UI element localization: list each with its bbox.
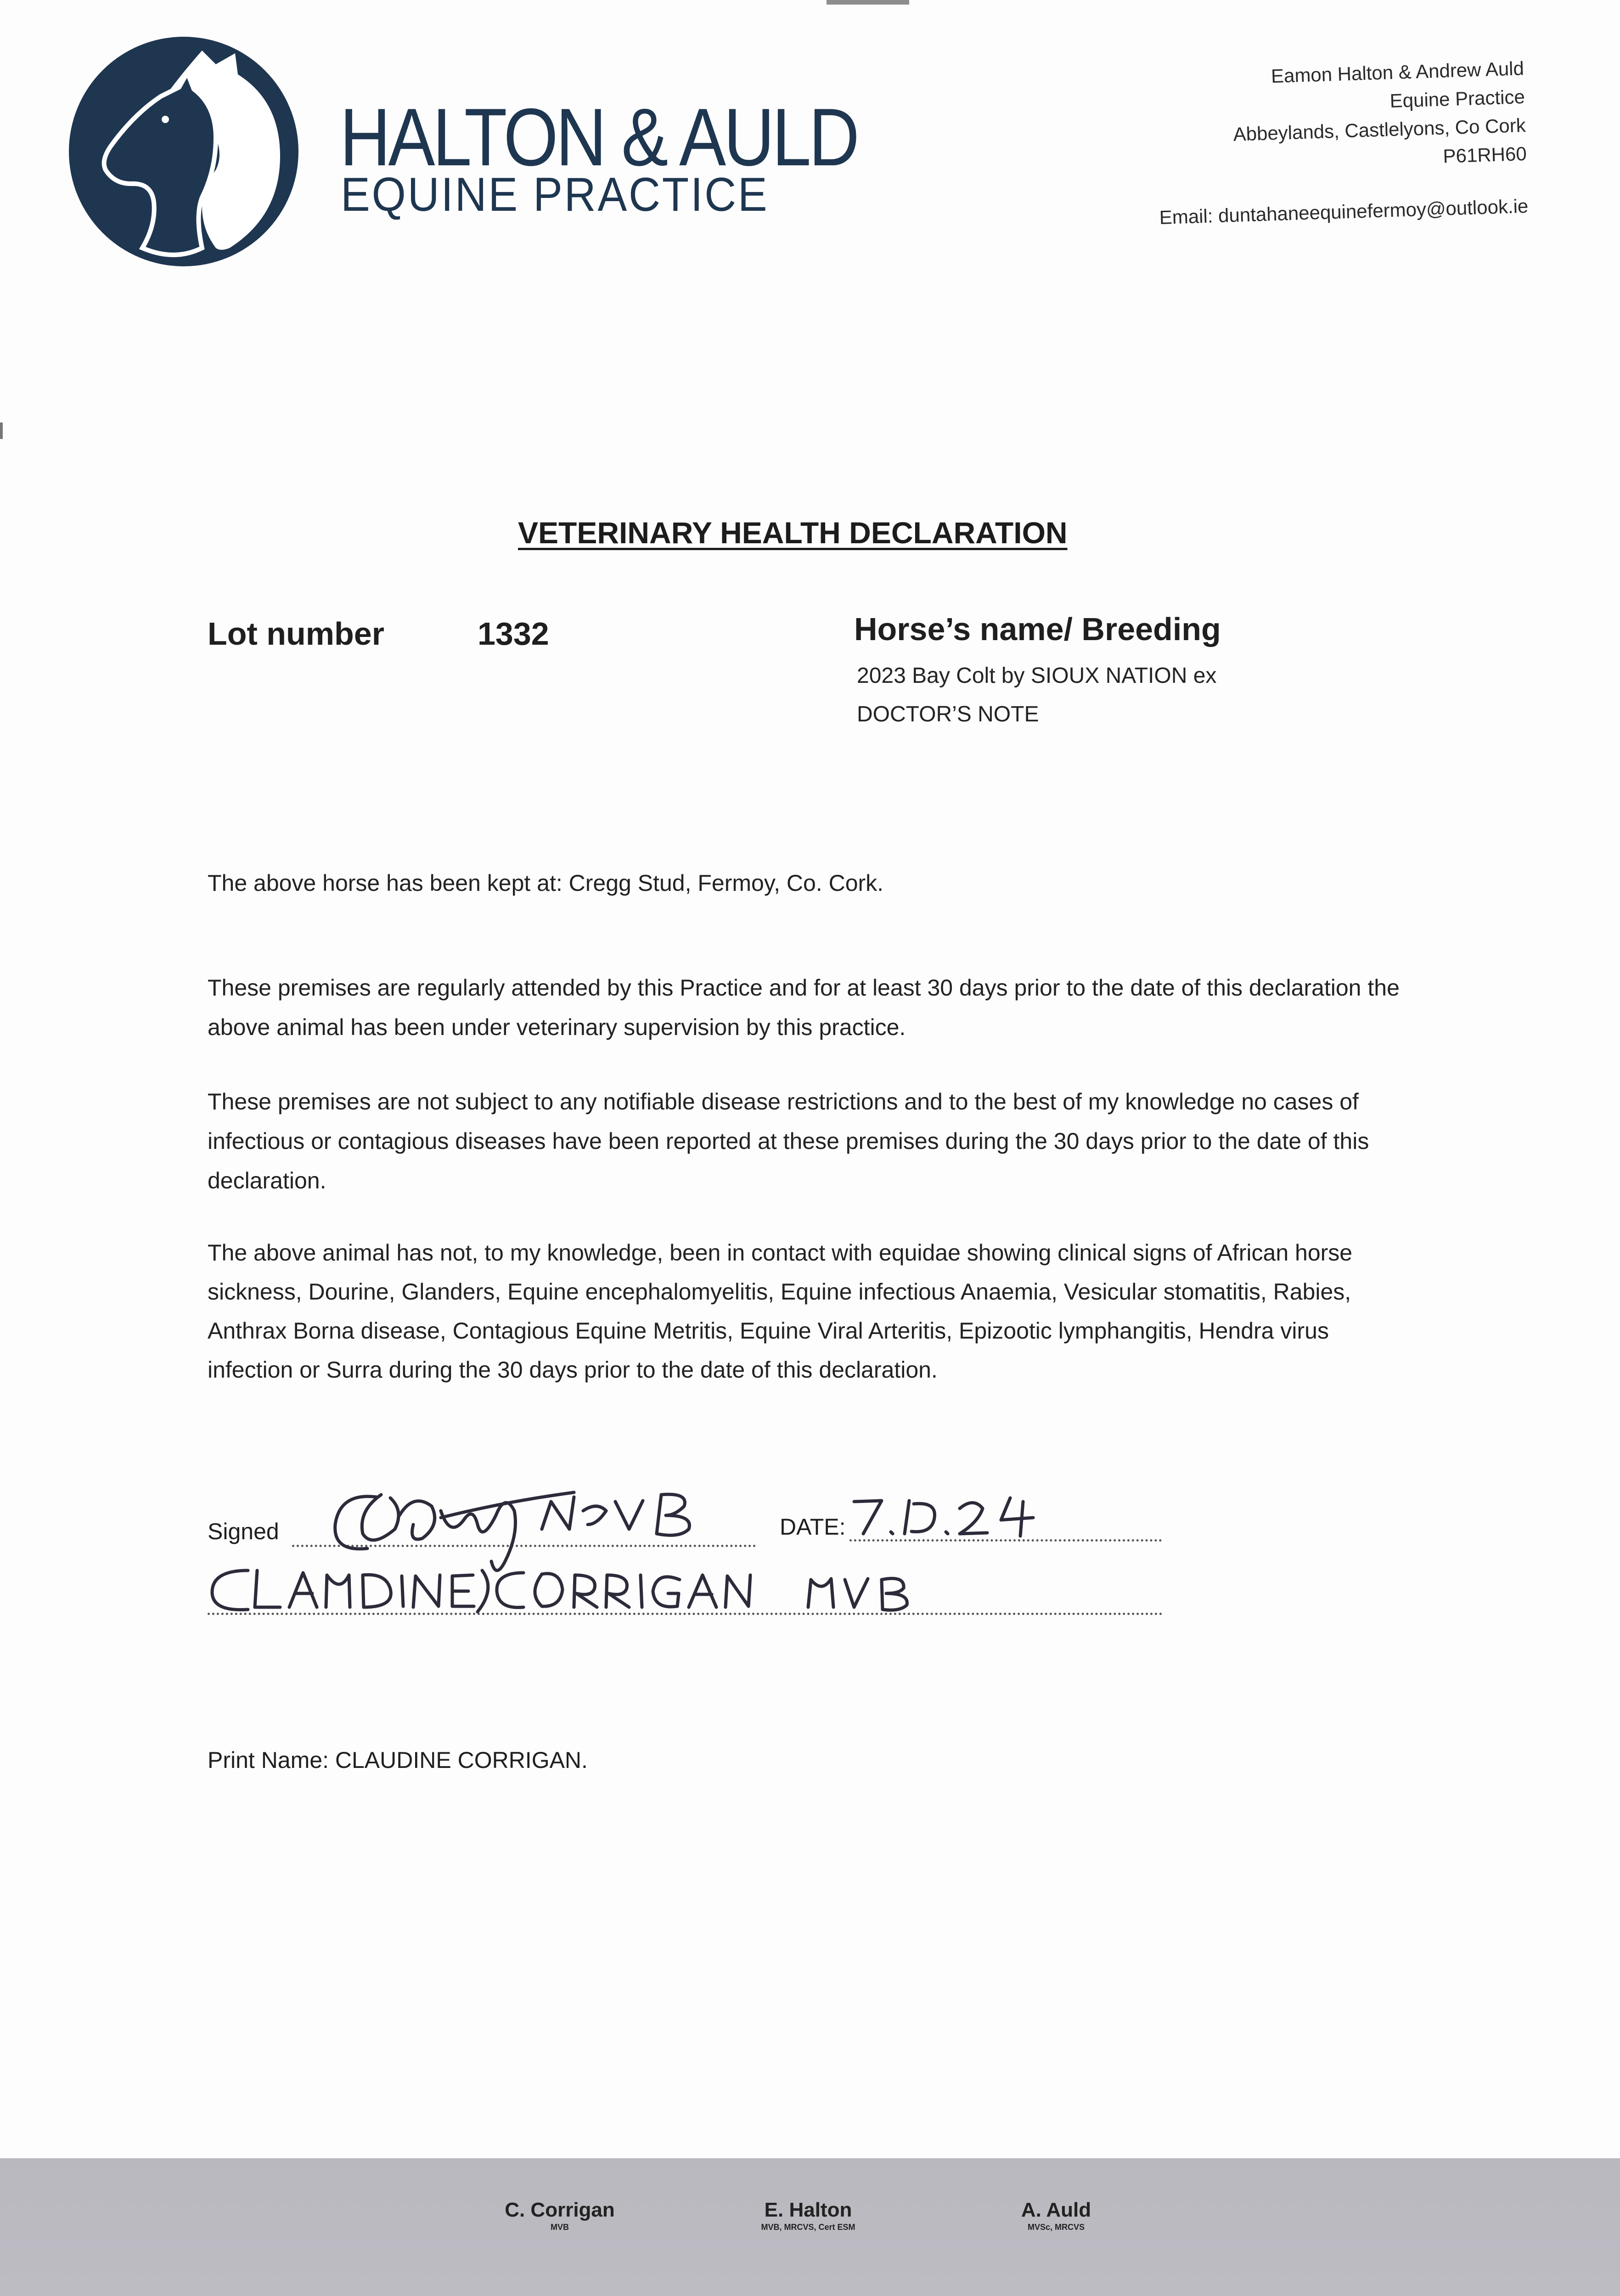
footer-vet (739, 2199, 877, 2232)
address-line: P61RH60 (1443, 142, 1527, 167)
handwritten-date (854, 1498, 1033, 1536)
horse-name-label: Horse’s name/ Breeding (854, 611, 1221, 647)
handwritten-name (212, 1570, 907, 1612)
practice-logo-title: HALTON & AULD (340, 91, 857, 183)
signed-label: Signed (208, 1519, 279, 1544)
horse-breeding-line: DOCTOR’S NOTE (857, 702, 1039, 726)
name-line (208, 1613, 1163, 1615)
address-line: Equine Practice (1389, 85, 1525, 112)
print-name: Print Name: CLAUDINE CORRIGAN. (208, 1747, 588, 1773)
document-title: VETERINARY HEALTH DECLARATION (518, 516, 1068, 550)
supervision-paragraph: These premises are regularly attended by this Practice and for at least 30 days prior to the date of this declaration the above animal has been under veterinary supervision by this practice. (208, 975, 1400, 1040)
signature-line (292, 1545, 756, 1547)
practice-address (1155, 54, 1529, 232)
address-line: Eamon Halton & Andrew Auld (1271, 57, 1524, 87)
date-line (849, 1539, 1162, 1542)
footer-vet (493, 2199, 626, 2232)
kept-at-statement: The above horse has been kept at: Cregg Stud, Fermoy, Co. Cork. (208, 870, 884, 896)
practice-logo-subtitle: EQUINE PRACTICE (341, 168, 769, 221)
footer-vet-qualification: MVB (551, 2223, 569, 2232)
footer-vet-name: E. Halton (764, 2199, 852, 2221)
horse-breeding-line: 2023 Bay Colt by SIOUX NATION ex (857, 664, 1217, 688)
footer-vet-name: C. Corrigan (505, 2199, 615, 2221)
scan-edge-mark (0, 422, 3, 439)
horse-head-logo-icon (64, 32, 303, 271)
address-line: Abbeylands, Castlelyons, Co Cork (1233, 114, 1526, 145)
disease-restrictions-paragraph: These premises are not subject to any notifiable disease restrictions and to the best of my knowledge no cases of infectious or contagious diseases have been reported at these premises during the 30 days prior to the date of this declaration. (208, 1089, 1369, 1193)
lot-number-label: Lot number (208, 616, 384, 652)
footer-vet-name: A. Auld (1021, 2199, 1091, 2221)
handwritten-signature (335, 1492, 690, 1570)
footer-vet-qualification: MVB, MRCVS, Cert ESM (761, 2223, 855, 2232)
lot-number-value: 1332 (478, 616, 549, 652)
footer-vet (987, 2199, 1125, 2232)
scan-artifact (827, 0, 909, 5)
date-label: DATE: (780, 1514, 846, 1540)
contact-declaration-paragraph: The above animal has not, to my knowledge, been in contact with equidae showing clinical signs of African horse sickness, Dourine, Glanders, Equine encephalomyelitis, Equine infectious Anaemia, Vesicular stomatitis, Rabies, Anthrax Borna disease, Contagious Equine Metritis, Equine Viral Arteritis, Epizootic lymphangitis, Hendra virus infection or Surra during the 30 days prior to the date of this declaration. (208, 1240, 1353, 1383)
practice-email: Email: duntahaneequinefermoy@outlook.ie (1159, 195, 1529, 229)
footer-vet-qualification: MVSc, MRCVS (1027, 2223, 1085, 2232)
footer-band (0, 2158, 1620, 2296)
